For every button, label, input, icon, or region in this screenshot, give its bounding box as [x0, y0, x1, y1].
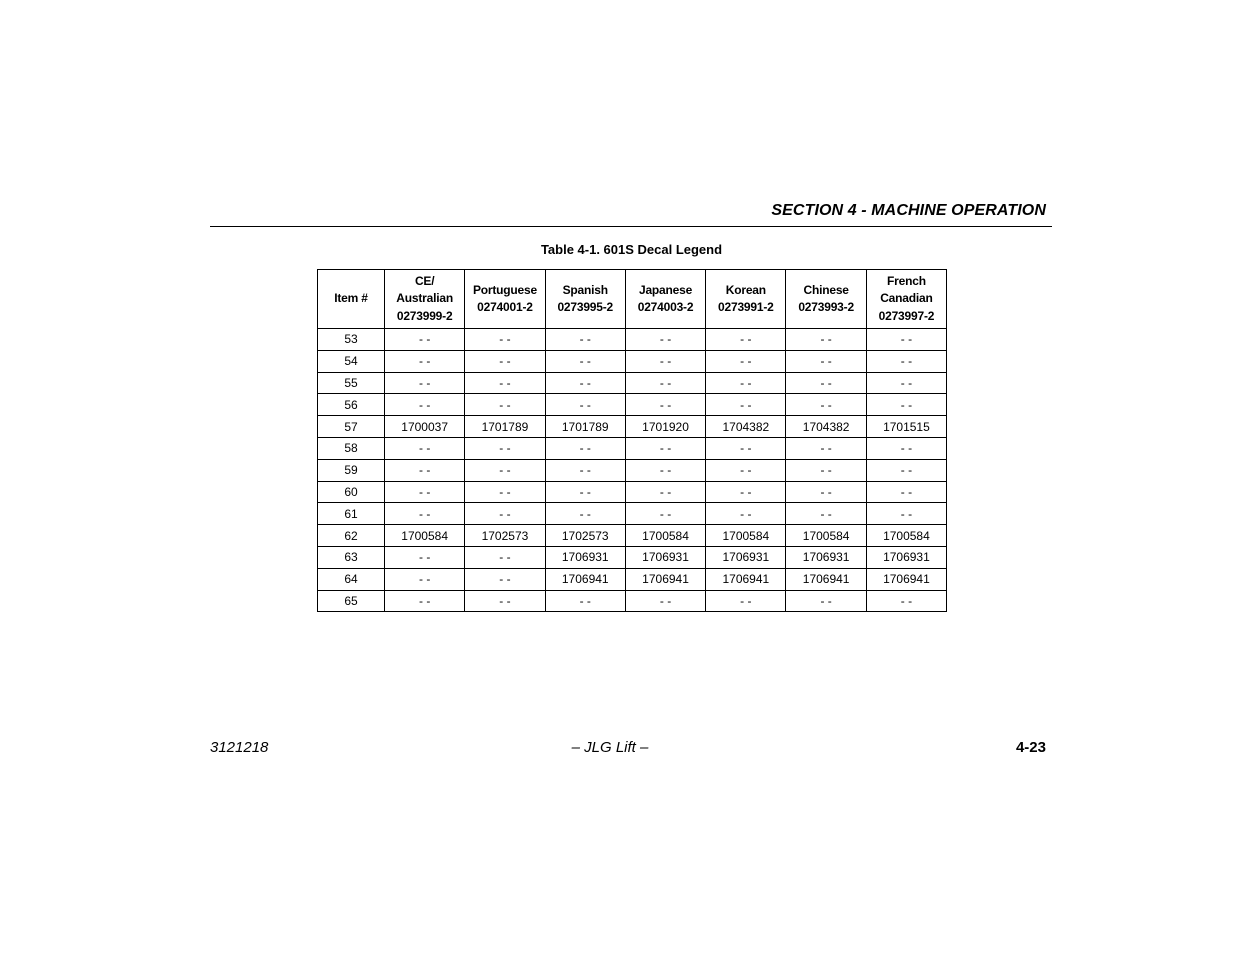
header-chinese-line-1: Chinese	[803, 282, 849, 297]
decal-part-cell: - -	[786, 481, 866, 503]
table-row	[318, 481, 947, 503]
decal-part-cell: - -	[625, 329, 705, 351]
decal-part-cell: - -	[706, 329, 786, 351]
decal-part-cell: - -	[465, 329, 545, 351]
decal-part-cell: - -	[866, 437, 946, 459]
page-number: 4-23	[1015, 739, 1046, 756]
table-row	[318, 503, 947, 525]
header-french-canadian	[866, 270, 946, 329]
decal-part-cell: 1700584	[385, 525, 465, 547]
decal-part-cell: - -	[786, 459, 866, 481]
decal-part-cell: - -	[465, 568, 545, 590]
decal-part-cell: - -	[866, 481, 946, 503]
header-korean-line-1: Korean	[725, 282, 766, 297]
decal-part-cell: - -	[706, 590, 786, 612]
decal-part-cell: - -	[706, 503, 786, 525]
decal-part-cell: - -	[786, 329, 866, 351]
header-japanese-line-1: Japanese	[638, 282, 693, 297]
decal-part-cell: 1706931	[706, 546, 786, 568]
decal-part-cell: - -	[866, 459, 946, 481]
table-row	[318, 546, 947, 568]
header-chinese-line-2: 0273993-2	[798, 300, 854, 314]
header-portuguese	[465, 270, 545, 329]
decal-part-cell: - -	[545, 437, 625, 459]
decal-part-cell: 1700584	[786, 525, 866, 547]
table-title: Table 4-1. 601S Decal Legend	[540, 242, 723, 257]
header-spanish-line-2: 0273995-2	[557, 300, 614, 314]
item-number-cell: 62	[318, 525, 385, 547]
item-number-cell: 61	[318, 503, 385, 525]
header-divider	[210, 226, 1052, 227]
decal-part-cell: 1701920	[625, 416, 705, 438]
header-ce-australian	[385, 270, 465, 329]
decal-part-cell: - -	[786, 394, 866, 416]
decal-part-cell: 1701789	[465, 416, 545, 438]
footer-brand: – JLG Lift –	[571, 739, 649, 756]
decal-part-cell: - -	[465, 590, 545, 612]
header-item	[318, 270, 385, 329]
table-row	[318, 329, 947, 351]
table-row	[318, 437, 947, 459]
item-number-cell: 57	[318, 416, 385, 438]
table-row	[318, 459, 947, 481]
item-number-cell: 59	[318, 459, 385, 481]
header-item-line: Item #	[334, 291, 368, 306]
decal-part-cell: 1706931	[545, 546, 625, 568]
decal-part-cell: 1704382	[706, 416, 786, 438]
decal-part-cell: 1700584	[866, 525, 946, 547]
header-spanish	[545, 270, 625, 329]
header-ce-line-2: Australian	[396, 291, 453, 306]
decal-part-cell: - -	[625, 372, 705, 394]
header-korean-line-2: 0273991-2	[718, 300, 774, 314]
decal-part-cell: - -	[545, 329, 625, 351]
decal-part-cell: - -	[385, 329, 465, 351]
decal-part-cell: - -	[465, 437, 545, 459]
decal-part-cell: 1704382	[786, 416, 866, 438]
decal-part-cell: 1700037	[385, 416, 465, 438]
decal-part-cell: - -	[786, 590, 866, 612]
decal-part-cell: - -	[545, 590, 625, 612]
decal-part-cell: - -	[545, 372, 625, 394]
decal-part-cell: - -	[545, 481, 625, 503]
decal-part-cell: 1706941	[625, 568, 705, 590]
item-number-cell: 64	[318, 568, 385, 590]
header-japanese	[625, 270, 705, 329]
table-body	[318, 329, 947, 612]
table-row	[318, 590, 947, 612]
decal-part-cell: - -	[706, 394, 786, 416]
table-row	[318, 372, 947, 394]
section-title: SECTION 4 - MACHINE OPERATION	[771, 202, 1046, 219]
decal-part-cell: - -	[866, 372, 946, 394]
header-french-line-3: 0273997-2	[878, 308, 935, 323]
header-french-line-2: Canadian	[880, 291, 933, 306]
decal-part-cell: 1706931	[866, 546, 946, 568]
decal-part-cell: - -	[866, 503, 946, 525]
decal-part-cell: - -	[545, 459, 625, 481]
decal-part-cell: - -	[465, 481, 545, 503]
item-number-cell: 58	[318, 437, 385, 459]
decal-part-cell: - -	[706, 350, 786, 372]
document-number: 3121218	[210, 739, 269, 756]
header-portuguese-line-1: Portuguese	[472, 282, 537, 297]
table-header-row	[318, 270, 947, 329]
header-ce-line-3: 0273999-2	[396, 308, 453, 323]
header-japanese-line-2: 0274003-2	[637, 300, 694, 314]
item-number-cell: 56	[318, 394, 385, 416]
decal-part-cell: - -	[625, 437, 705, 459]
decal-part-cell: - -	[385, 590, 465, 612]
decal-part-cell: - -	[385, 437, 465, 459]
decal-part-cell: 1706941	[866, 568, 946, 590]
item-number-cell: 60	[318, 481, 385, 503]
decal-part-cell: 1701789	[545, 416, 625, 438]
decal-part-cell: 1706941	[706, 568, 786, 590]
decal-part-cell: - -	[866, 350, 946, 372]
decal-part-cell: 1700584	[706, 525, 786, 547]
decal-part-cell: - -	[385, 481, 465, 503]
item-number-cell: 65	[318, 590, 385, 612]
decal-part-cell: - -	[465, 372, 545, 394]
decal-part-cell: - -	[385, 503, 465, 525]
header-korean	[706, 270, 786, 329]
decal-part-cell: - -	[625, 590, 705, 612]
decal-part-cell: - -	[465, 350, 545, 372]
decal-part-cell: 1706941	[786, 568, 866, 590]
decal-part-cell: - -	[385, 568, 465, 590]
decal-part-cell: - -	[385, 372, 465, 394]
item-number-cell: 54	[318, 350, 385, 372]
header-spanish-line-1: Spanish	[562, 282, 608, 297]
header-ce-line-1: CE/	[414, 273, 435, 288]
item-number-cell: 53	[318, 329, 385, 351]
decal-part-cell: - -	[465, 546, 545, 568]
table-row	[318, 525, 947, 547]
table-row	[318, 416, 947, 438]
decal-part-cell: - -	[625, 459, 705, 481]
decal-part-cell: 1706931	[625, 546, 705, 568]
decal-part-cell: - -	[385, 350, 465, 372]
item-number-cell: 63	[318, 546, 385, 568]
decal-part-cell: - -	[545, 350, 625, 372]
decal-part-cell: 1700584	[625, 525, 705, 547]
item-number-cell: 55	[318, 372, 385, 394]
decal-part-cell: - -	[385, 546, 465, 568]
decal-part-cell: - -	[706, 437, 786, 459]
decal-part-cell: - -	[625, 481, 705, 503]
decal-part-cell: - -	[786, 350, 866, 372]
decal-part-cell: 1706941	[545, 568, 625, 590]
decal-part-cell: - -	[385, 394, 465, 416]
table-row	[318, 568, 947, 590]
table-row	[318, 350, 947, 372]
decal-part-cell: - -	[786, 503, 866, 525]
table-row	[318, 394, 947, 416]
decal-part-cell: - -	[706, 459, 786, 481]
decal-part-cell: - -	[465, 394, 545, 416]
decal-part-cell: - -	[545, 503, 625, 525]
decal-part-cell: - -	[625, 503, 705, 525]
decal-part-cell: - -	[866, 394, 946, 416]
decal-part-cell: - -	[625, 394, 705, 416]
header-french-line-1: French	[887, 273, 926, 288]
decal-part-cell: 1702573	[545, 525, 625, 547]
decal-part-cell: 1702573	[465, 525, 545, 547]
decal-part-cell: - -	[866, 329, 946, 351]
decal-part-cell: - -	[786, 372, 866, 394]
decal-part-cell: 1706931	[786, 546, 866, 568]
decal-part-cell: - -	[545, 394, 625, 416]
decal-part-cell: - -	[706, 372, 786, 394]
decal-legend-table	[317, 269, 947, 612]
decal-part-cell: - -	[625, 350, 705, 372]
decal-part-cell: - -	[465, 503, 545, 525]
decal-part-cell: - -	[706, 481, 786, 503]
header-chinese	[786, 270, 866, 329]
decal-part-cell: - -	[385, 459, 465, 481]
decal-part-cell: - -	[866, 590, 946, 612]
decal-part-cell: - -	[465, 459, 545, 481]
decal-part-cell: - -	[786, 437, 866, 459]
header-portuguese-line-2: 0274001-2	[477, 300, 533, 314]
decal-part-cell: 1701515	[866, 416, 946, 438]
